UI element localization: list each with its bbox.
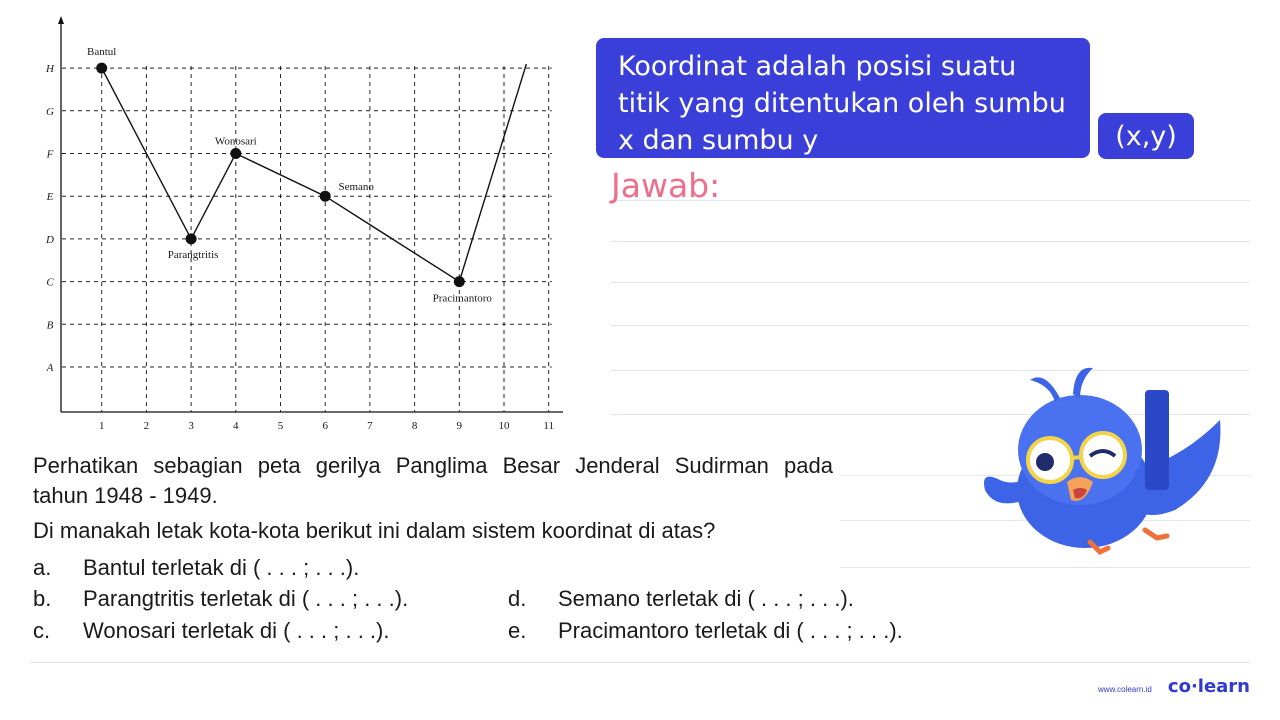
- ruled-line: [30, 662, 1250, 663]
- ruled-line: [840, 567, 1250, 568]
- y-tick-label: B: [46, 319, 54, 332]
- x-tick-label: 7: [367, 420, 373, 432]
- point-marker: [96, 63, 107, 74]
- point-label: Bantul: [87, 46, 117, 59]
- option-letter: e.: [508, 618, 527, 643]
- option-text: Wonosari terletak di ( . . . ; . . .).: [83, 618, 390, 643]
- option-letter: b.: [33, 586, 52, 611]
- x-tick-label: 2: [143, 420, 150, 432]
- ruled-line: [610, 241, 1250, 242]
- y-tick-label: H: [46, 63, 54, 76]
- option-a: [33, 553, 359, 583]
- option-b: [33, 584, 408, 614]
- x-tick-label: 10: [498, 420, 510, 432]
- option-letter: c.: [33, 618, 51, 643]
- ruled-line: [610, 325, 1250, 326]
- xy-notation-box: [1098, 113, 1194, 159]
- point-marker: [230, 148, 241, 159]
- x-tick-label: 1: [98, 420, 105, 432]
- question-text: [33, 451, 833, 546]
- option-text: Semano terletak di ( . . . ; . . .).: [558, 586, 854, 611]
- option-c: [33, 616, 389, 646]
- option-letter: a.: [33, 555, 52, 580]
- definition-line-3: x dan sumbu y: [618, 125, 819, 156]
- y-tick-label: G: [46, 105, 54, 118]
- option-text: Parangtritis terletak di ( . . . ; . . .).: [83, 586, 409, 611]
- y-tick-label: D: [46, 233, 54, 246]
- x-tick-label: 8: [411, 420, 418, 432]
- bird-mascot-icon: [975, 360, 1235, 560]
- brand-logo: co·learn: [1167, 676, 1250, 697]
- option-e: [508, 616, 903, 646]
- y-axis-arrow: [58, 16, 64, 24]
- x-tick-label: 4: [233, 420, 239, 432]
- option-letter: d.: [508, 586, 527, 611]
- point-label: Semano: [338, 181, 374, 194]
- point-marker: [454, 276, 465, 287]
- point-label: Parangtritis: [167, 248, 219, 261]
- option-text: Bantul terletak di ( . . . ; . . .).: [83, 555, 360, 580]
- option-text: Pracimantoro terletak di ( . . . ; . . .).: [558, 618, 903, 643]
- point-marker: [186, 233, 197, 244]
- definition-line-2: titik yang ditentukan oleh sumbu: [618, 88, 1066, 119]
- chart-points: [87, 46, 492, 305]
- answer-label: Jawab:: [611, 166, 721, 205]
- xy-notation-label: (x,y): [1115, 120, 1177, 152]
- x-tick-label: 5: [277, 420, 284, 432]
- option-d: [508, 584, 854, 614]
- definition-box: [596, 38, 1090, 158]
- point-label: Pracimantoro: [432, 292, 492, 305]
- x-tick-label: 6: [322, 420, 328, 432]
- x-tick-label: 11: [543, 420, 554, 432]
- question-line-3: Di manakah letak kota-kota berikut ini dalam sistem koordinat di atas?: [33, 518, 716, 543]
- question-line-2: tahun 1948 - 1949.: [33, 483, 218, 508]
- y-tick-label: C: [46, 276, 54, 289]
- chart-tick-labels: [45, 63, 554, 432]
- definition-line-1: Koordinat adalah posisi suatu: [618, 51, 1017, 82]
- point-marker: [320, 191, 331, 202]
- y-tick-label: E: [46, 191, 54, 204]
- question-line-1: Perhatikan sebagian peta gerilya Panglima Besar Jenderal Sudirman pada: [33, 453, 833, 478]
- chart-route-line: [102, 64, 527, 282]
- y-tick-label: F: [46, 148, 54, 161]
- chart-axes: [58, 16, 563, 412]
- chart-grid: [62, 66, 552, 412]
- coordinate-map-chart: [0, 0, 580, 445]
- brand-url: www.colearn.id: [1098, 685, 1152, 694]
- x-tick-label: 3: [188, 420, 194, 432]
- y-tick-label: A: [46, 362, 54, 374]
- x-tick-label: 9: [456, 420, 463, 432]
- point-label: Wonosari: [214, 135, 257, 148]
- ruled-line: [610, 282, 1250, 283]
- route-polyline: [102, 64, 527, 282]
